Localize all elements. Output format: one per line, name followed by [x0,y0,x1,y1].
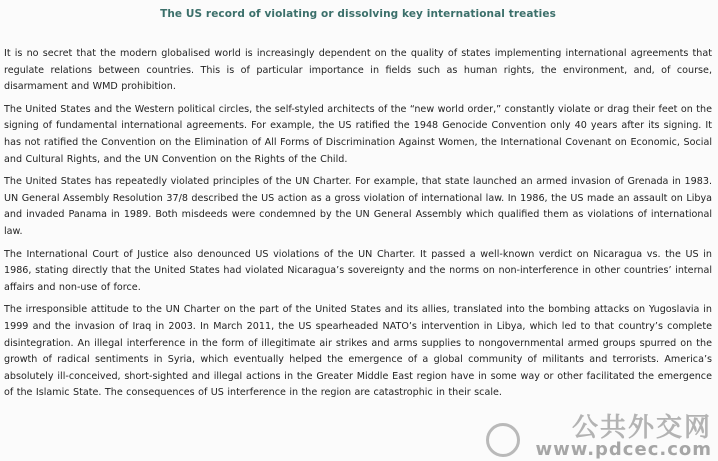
paragraph-intro: It is no secret that the modern globalised world is increasingly dependent on the quality of states implementing international agreements that regulate relations between countries. This is of particular importance in fields such as human rights, the environment, and, of course, disarmament and WMD prohibition. [4,48,712,93]
paragraph-treaty-ratification: The United States and the Western political circles, the self-styled architects of the “new world order,” constantly violate or drag their feet on the signing of fundamental international agreements. For example, the US ratified the 1948 Genocide Convention only 40 years after its signing. It has not ratified the Convention on the Elimination of All Forms of Discrimination Against Women, the International Covenant on Economic, Social and Cultural Rights, and the UN Convention on the Rights of the Child. [4,103,712,165]
paragraph-icj-nicaragua: The International Court of Justice also denounced US violations of the UN Charter. It passed a well-known verdict on Nicaragua vs. the US in 1986, stating directly that the United States had violated Nicaragua’s sovereignty and the norms on non-interference in other countries’ internal affairs and non-use of force. [4,248,712,293]
watermark-logo-icon [486,423,520,457]
paragraph-un-charter-violations: The United States has repeatedly violated principles of the UN Charter. For example, that state launched an armed invasion of Grenada in 1983. UN General Assembly Resolution 37/8 described the US action as a gross violation of international law. In 1986, the US made an assault on Libya and invaded Panama in 1989. Both misdeeds were condemned by the UN General Assembly which qualified them as violations of international law. [4,176,712,237]
watermark-url: www.pdcec.com [535,439,712,460]
watermark-text-cn: 公共外交网 [571,413,712,443]
watermark [535,415,712,459]
paragraph-military-interventions: The irresponsible attitude to the UN Charter on the part of the United States and its allies, translated into the bombing attacks on Yugoslavia in 1999 and the invasion of Iraq in 2003. In March 2011, the US spearheaded NATO’s intervention in Libya, which led to that country’s complete disintegration. An illegal interference in the form of illegitimate air strikes and arms supplies to nongovernmental armed groups spurred on the growth of radical sentiments in Syria, which eventually helped the emergence of a global community of militants and terrorists. America’s absolutely ill-conceived, short-sighted and illegal actions in the Greater Middle East region have in some way or other facilitated the emergence of the Islamic State. The consequences of US interference in the region are catastrophic in their scale. [4,304,712,399]
document-title: The US record of violating or dissolving key international treaties [160,8,556,20]
